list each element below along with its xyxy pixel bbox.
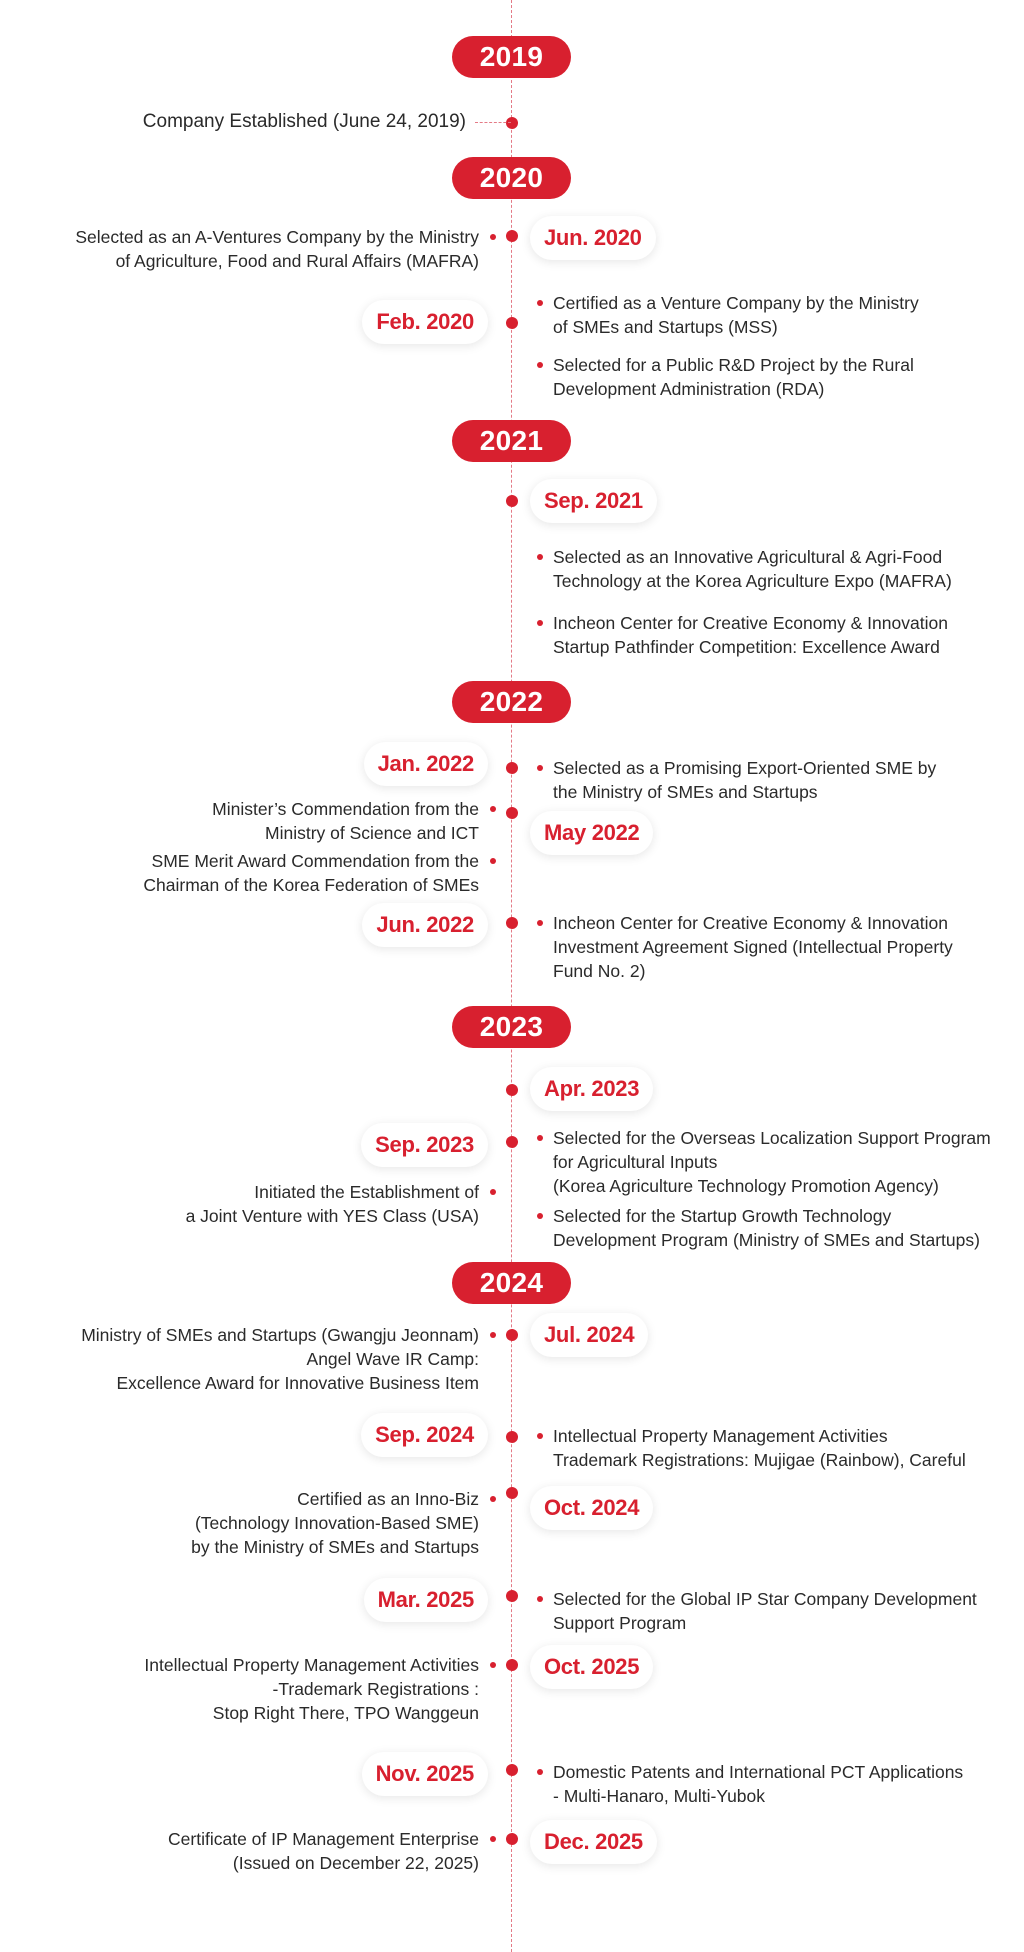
entry-text: Selected for the Overseas Localization Support Program: [553, 1128, 991, 1148]
entry-ip-certificate: [0, 1827, 479, 1875]
year-badge-2022: 2022: [452, 681, 571, 723]
year-badge-2021: 2021: [452, 420, 571, 462]
entry-text: Ministry of Science and ICT: [265, 823, 479, 843]
entry-text: Selected for a Public R&D Project by the Rural: [553, 355, 914, 375]
entry-text: - Multi-Hanaro, Multi-Yubok: [553, 1786, 766, 1806]
date-badge-dec-2025: Dec. 2025: [530, 1820, 657, 1864]
timeline-dot: [506, 1136, 518, 1148]
entry-export-sme: [553, 756, 1023, 804]
entry-text: (Issued on December 22, 2025): [232, 1853, 479, 1873]
entry-pathfinder: [553, 611, 1023, 659]
entry-rda: [553, 353, 1023, 401]
date-badge-nov-2025: Nov. 2025: [362, 1752, 488, 1796]
entry-text: Selected as an Innovative Agricultural & Agri-Food: [553, 547, 943, 567]
connector-line: [475, 122, 511, 123]
entry-growth-tech: [553, 1204, 1023, 1252]
entry-text: Selected as an A-Ventures Company by the Ministry: [75, 227, 479, 247]
entry-text: Incheon Center for Creative Economy & Innovation: [553, 913, 948, 933]
timeline-dot: [506, 807, 518, 819]
entry-text: Intellectual Property Management Activities: [144, 1655, 479, 1675]
entry-venture-mss: [553, 291, 1023, 339]
entry-text: Certificate of IP Management Enterprise: [168, 1829, 479, 1849]
entry-text: Technology at the Korea Agriculture Expo (MAFRA): [553, 571, 952, 591]
entry-text: Selected as a Promising Export-Oriented SME by: [553, 758, 937, 778]
timeline-dot: [506, 1590, 518, 1602]
entry-text: Initiated the Establishment of: [254, 1182, 479, 1202]
timeline-dot: [506, 1329, 518, 1341]
entry-text: Certified as a Venture Company by the Ministry: [553, 293, 919, 313]
entry-text: Excellence Award for Innovative Business Item: [116, 1373, 479, 1393]
timeline-dot: [506, 1431, 518, 1443]
entry-text: Startup Pathfinder Competition: Excellence Award: [553, 637, 940, 657]
entry-text: Development Administration (RDA): [553, 379, 825, 399]
entry-company-established: [0, 110, 466, 134]
timeline-dot: [506, 1659, 518, 1671]
entry-text: Intellectual Property Management Activities: [553, 1426, 888, 1446]
entry-text: a Joint Venture with YES Class (USA): [185, 1206, 479, 1226]
timeline-dot: [506, 1764, 518, 1776]
entry-yes-class: [0, 1180, 479, 1228]
entry-pct: [553, 1760, 1023, 1808]
entry-text: Ministry of SMEs and Startups (Gwangju Jeonnam): [81, 1325, 479, 1345]
entry-text: Trademark Registrations: Mujigae (Rainbow), Careful: [553, 1450, 966, 1470]
entry-trademark-stop: [0, 1653, 479, 1725]
timeline-dot: [506, 917, 518, 929]
entry-ip-star: [553, 1587, 1023, 1635]
date-badge-feb-2020: Feb. 2020: [362, 300, 488, 344]
entry-text: Fund No. 2): [553, 961, 646, 981]
entry-a-ventures: [0, 225, 479, 273]
timeline-dot: [506, 1833, 518, 1845]
timeline-dot: [506, 1084, 518, 1096]
entry-text: Stop Right There, TPO Wanggeun: [212, 1703, 479, 1723]
entry-text: SME Merit Award Commendation from the: [151, 851, 479, 871]
entry-ip-fund: [553, 911, 1023, 983]
entry-agri-expo: [553, 545, 1023, 593]
entry-text: Certified as an Inno-Biz: [297, 1489, 479, 1509]
entry-text: (Technology Innovation-Based SME): [194, 1513, 479, 1533]
entry-innobiz: [0, 1487, 479, 1559]
date-badge-oct-2025: Oct. 2025: [530, 1645, 653, 1689]
date-badge-sep-2023: Sep. 2023: [361, 1123, 488, 1167]
date-badge-apr-2023: Apr. 2023: [530, 1067, 653, 1111]
timeline-dot: [506, 762, 518, 774]
entry-text: Selected for the Startup Growth Technology: [553, 1206, 892, 1226]
entry-text: Domestic Patents and International PCT Applications: [553, 1762, 964, 1782]
entry-text: Angel Wave IR Camp:: [306, 1349, 479, 1369]
date-badge-jan-2022: Jan. 2022: [364, 742, 488, 786]
date-badge-mar-2025: Mar. 2025: [364, 1578, 488, 1622]
date-badge-oct-2024: Oct. 2024: [530, 1486, 653, 1530]
entry-text: of SMEs and Startups (MSS): [553, 317, 778, 337]
entry-trademark-rainbow: [553, 1424, 1023, 1472]
entry-text: Investment Agreement Signed (Intellectual Property: [553, 937, 953, 957]
entry-kbiz-award: [0, 849, 479, 897]
date-badge-may-2022: May 2022: [530, 811, 653, 855]
timeline-dot: [506, 317, 518, 329]
timeline-dot: [506, 495, 518, 507]
entry-text: -Trademark Registrations :: [272, 1679, 479, 1699]
entry-text: by the Ministry of SMEs and Startups: [191, 1537, 479, 1557]
year-badge-2024: 2024: [452, 1262, 571, 1304]
entry-text: (Korea Agriculture Technology Promotion Agency): [553, 1176, 939, 1196]
date-badge-jun-2022: Jun. 2022: [362, 903, 488, 947]
entry-text: Chairman of the Korea Federation of SMEs: [143, 875, 479, 895]
entry-text: of Agriculture, Food and Rural Affairs (MAFRA): [115, 251, 479, 271]
entry-text: the Ministry of SMEs and Startups: [553, 782, 818, 802]
timeline-dot: [506, 117, 518, 129]
date-badge-sep-2024: Sep. 2024: [361, 1413, 488, 1457]
entry-angel-wave: [0, 1323, 479, 1395]
entry-text: Incheon Center for Creative Economy & Innovation: [553, 613, 948, 633]
entry-overseas-localization: [553, 1126, 1023, 1198]
timeline-dot: [506, 230, 518, 242]
date-badge-sep-2021: Sep. 2021: [530, 479, 657, 523]
entry-text: Minister’s Commendation from the: [212, 799, 479, 819]
year-badge-2023: 2023: [452, 1006, 571, 1048]
entry-text: Development Program (Ministry of SMEs and Startups): [553, 1230, 980, 1250]
timeline-dot: [506, 1487, 518, 1499]
entry-text: Support Program: [553, 1613, 687, 1633]
year-badge-2020: 2020: [452, 157, 571, 199]
entry-text: Selected for the Global IP Star Company Development: [553, 1589, 977, 1609]
entry-msit-commendation: [0, 797, 479, 845]
date-badge-jun-2020: Jun. 2020: [530, 216, 656, 260]
date-badge-jul-2024: Jul. 2024: [530, 1313, 648, 1357]
entry-text: Company Established (June 24, 2019): [142, 111, 466, 132]
year-badge-2019: 2019: [452, 36, 571, 78]
entry-text: for Agricultural Inputs: [553, 1152, 718, 1172]
